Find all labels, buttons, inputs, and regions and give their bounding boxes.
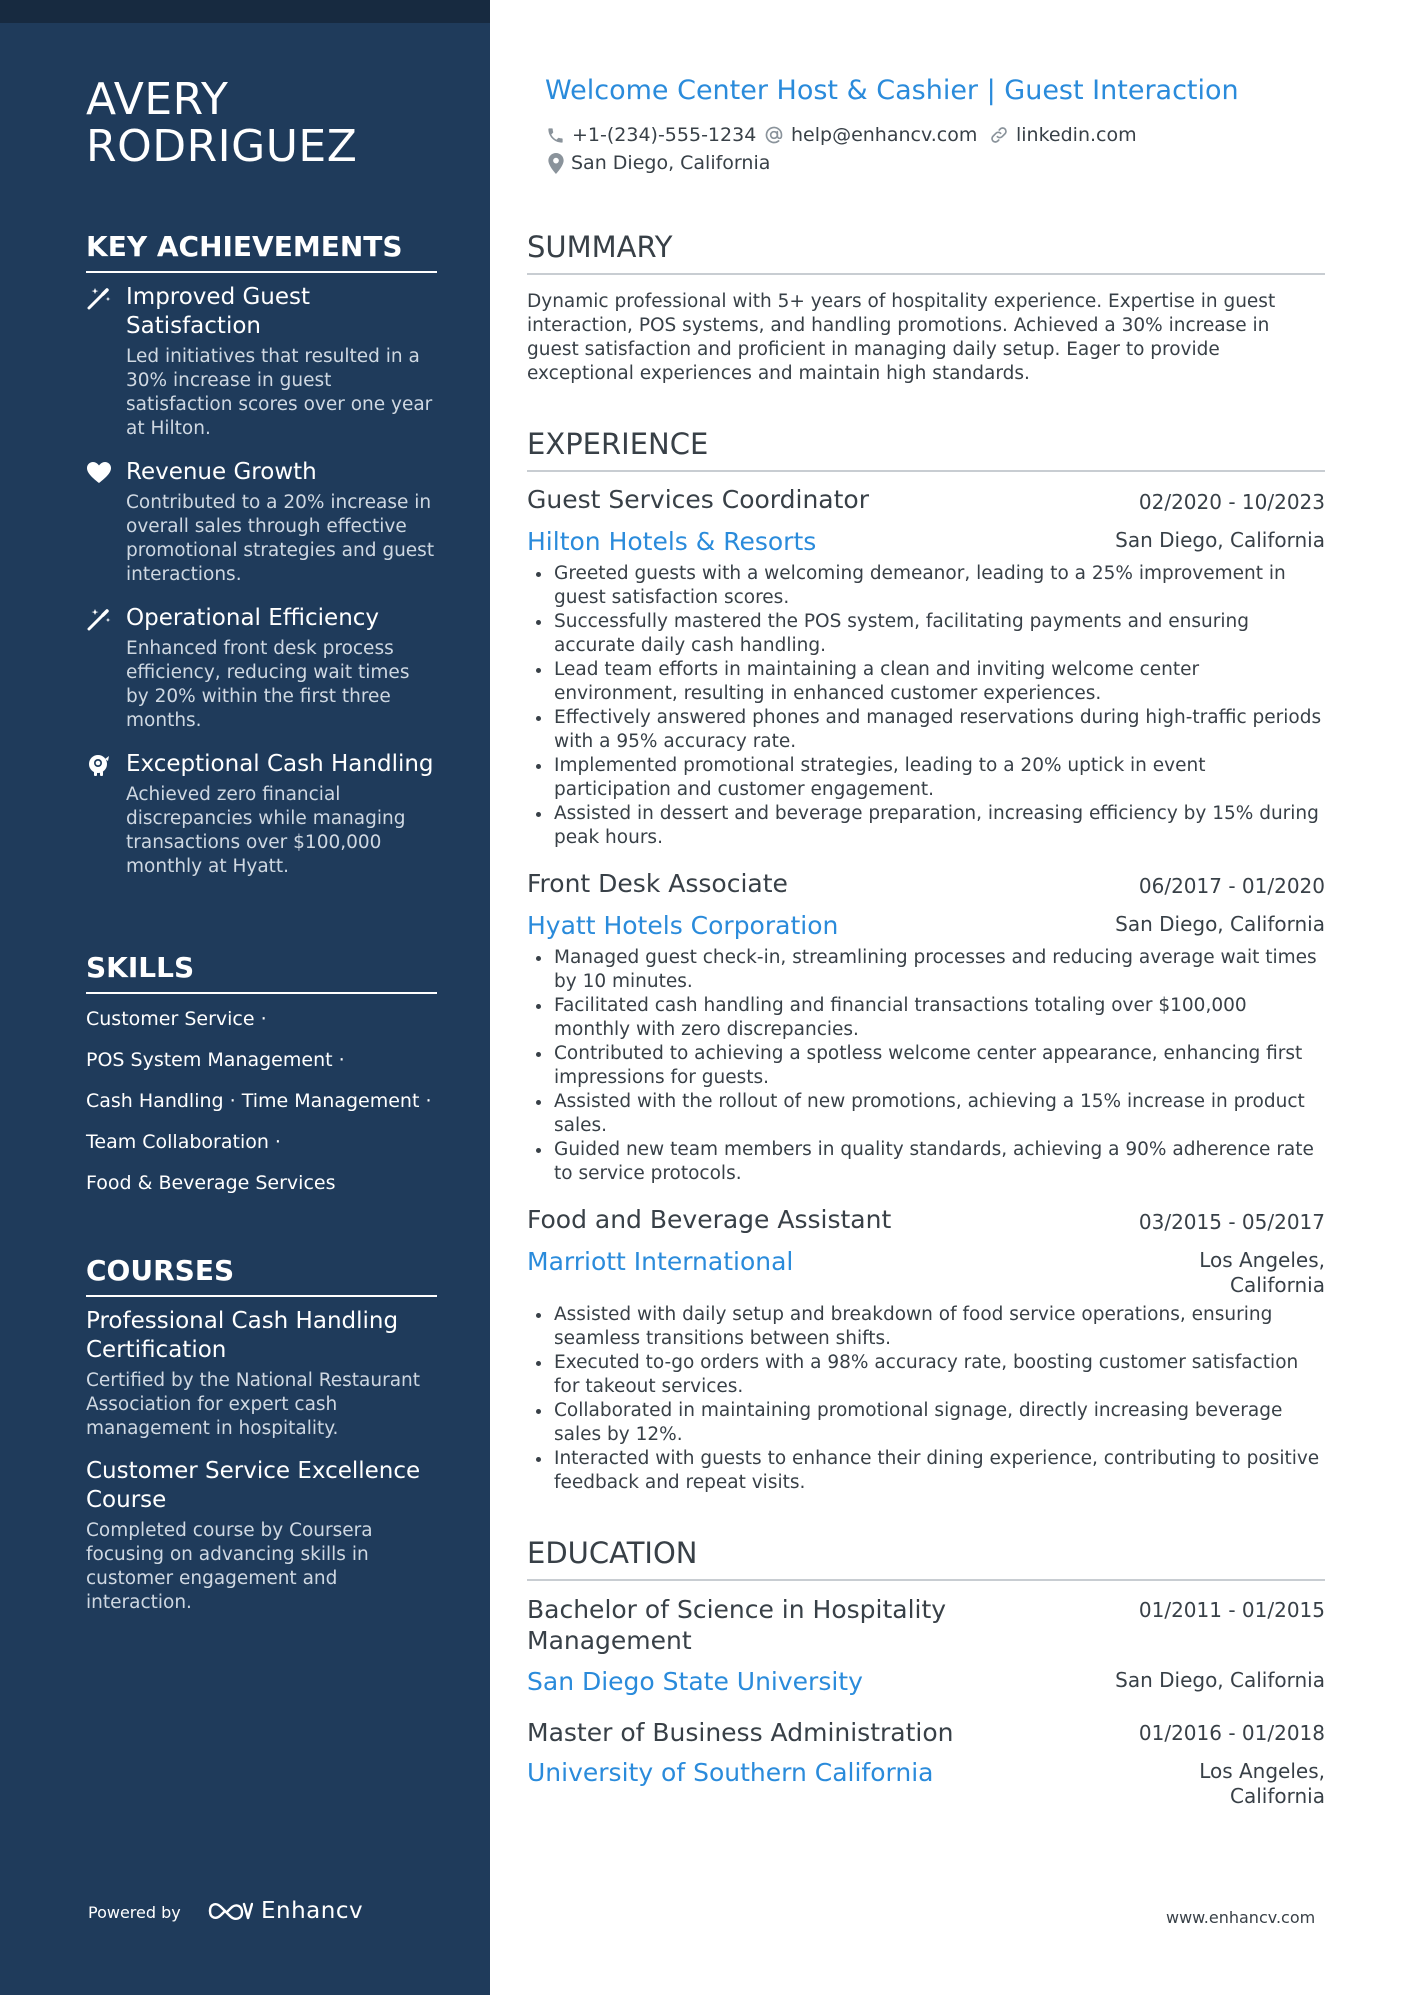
bullet-item: Greeted guests with a welcoming demeanor, leading to a 25% improvement in guest satisfaction scores.: [527, 562, 1325, 610]
skill-row: [86, 1048, 437, 1072]
piggy-bank-icon: [86, 753, 112, 777]
bullet-item: Collaborated in maintaining promotional signage, directly increasing beverage sales by 12%.: [527, 1399, 1325, 1447]
skill-item: Time Management ·: [241, 1090, 432, 1112]
job-dates: 06/2017 - 01/2020: [1138, 874, 1325, 898]
education-heading: EDUCATION: [527, 1536, 1325, 1581]
skills-heading: SKILLS: [86, 951, 437, 994]
sidebar: [0, 0, 490, 1995]
school-location-state: California: [1230, 1784, 1325, 1808]
name-last: RODRIGUEZ: [86, 121, 358, 172]
skill-item: Food & Beverage Services: [86, 1172, 336, 1194]
bullet-item: Effectively answered phones and managed reservations during high-traffic periods with a 95% accuracy rate.: [527, 706, 1325, 754]
course-description: Certified by the National Restaurant Association for expert cash management in hospitality.: [86, 1370, 421, 1439]
headline: Welcome Center Host & Cashier | Guest Interaction: [545, 75, 1239, 106]
company-name[interactable]: Hyatt Hotels Corporation: [527, 911, 839, 940]
course-item: [86, 1307, 437, 1441]
school-name[interactable]: San Diego State University: [527, 1667, 863, 1696]
bullet-item: Assisted with the rollout of new promotions, achieving a 15% increase in product sales.: [527, 1090, 1325, 1138]
school-location-city: Los Angeles,: [1199, 1759, 1325, 1783]
skill-item: Customer Service ·: [86, 1008, 267, 1030]
courses-heading: COURSES: [86, 1254, 437, 1297]
job-dates: 02/2020 - 10/2023: [1138, 490, 1325, 514]
job-location-city: Los Angeles,: [1199, 1248, 1325, 1272]
job-bullets: [527, 562, 1325, 850]
key-achievements-section: [86, 230, 437, 896]
sidebar-top-bar: [0, 0, 490, 23]
bullet-item: Assisted with daily setup and breakdown of food service operations, ensuring seamless transitions between shifts.: [527, 1303, 1325, 1351]
magic-wand-icon: [86, 286, 112, 310]
company-name[interactable]: Hilton Hotels & Resorts: [527, 527, 817, 556]
achievement-title: Exceptional Cash Handling: [126, 751, 434, 777]
achievement-description: Contributed to a 20% increase in overall sales through effective promotional strategies and guest interactions.: [126, 492, 435, 585]
skills-section: [86, 951, 437, 1212]
skill-item: Team Collaboration ·: [86, 1131, 281, 1153]
job-bullets: [527, 1303, 1325, 1495]
email-address: help@enhancv.com: [791, 124, 978, 146]
job-location: [1199, 1248, 1325, 1298]
education-dates: 01/2016 - 01/2018: [1138, 1721, 1325, 1745]
at-sign-icon: [764, 125, 784, 145]
bullet-item: Executed to-go orders with a 98% accuracy rate, boosting customer satisfaction for takeout services.: [527, 1351, 1325, 1399]
name-first: AVERY: [86, 74, 229, 125]
bullet-item: Interacted with guests to enhance their dining experience, contributing to positive feedback and repeat visits.: [527, 1447, 1325, 1495]
achievement-description: Achieved zero financial discrepancies while managing transactions over $100,000 monthly at Hyatt.: [126, 784, 406, 877]
job-location: San Diego, California: [1115, 912, 1325, 936]
skill-row: [86, 1007, 437, 1031]
courses-section: [86, 1254, 437, 1631]
location-pin-icon: [548, 153, 564, 174]
skill-row: [86, 1089, 437, 1113]
course-item: [86, 1457, 437, 1615]
job-title: Front Desk Associate: [527, 869, 788, 898]
skill-item: Cash Handling ·: [86, 1090, 236, 1112]
degree-title: Master of Business Administration: [527, 1718, 954, 1747]
achievement-item: [86, 458, 437, 587]
footer-website-link[interactable]: www.enhancv.com: [1166, 1908, 1316, 1927]
link-icon: [989, 125, 1009, 145]
contact-phone: [546, 124, 756, 146]
achievement-item: [86, 283, 437, 441]
course-description: Completed course by Coursera focusing on advancing skills in customer engagement and interaction.: [86, 1520, 373, 1613]
phone-number: +1-(234)-555-1234: [572, 124, 757, 146]
school-location: San Diego, California: [1115, 1668, 1325, 1692]
achievement-item: [86, 750, 437, 879]
achievement-title: Revenue Growth: [126, 459, 317, 485]
bullet-item: Lead team efforts in maintaining a clean and inviting welcome center environment, resulting in enhanced customer experiences.: [527, 658, 1325, 706]
bullet-item: Facilitated cash handling and financial transactions totaling over $100,000 monthly with zero discrepancies.: [527, 994, 1325, 1042]
linkedin-link: linkedin.com: [1016, 124, 1137, 146]
magic-wand-icon: [86, 607, 112, 631]
enhancv-logo-icon: [207, 1898, 253, 1924]
job-title: Guest Services Coordinator: [527, 485, 869, 514]
summary-text: Dynamic professional with 5+ years of hospitality experience. Expertise in guest interaction, POS systems, and handling promotions. Achieved a 30% increase in guest satisfaction and proficient in managing daily setup. Eager to provide exceptional experiences and maintain high standards.: [527, 291, 1276, 384]
key-achievements-heading: KEY ACHIEVEMENTS: [86, 230, 437, 273]
achievement-title: Operational Efficiency: [126, 605, 380, 631]
enhancv-logo-text: Enhancv: [261, 1898, 364, 1924]
job-location: San Diego, California: [1115, 528, 1325, 552]
course-title: Professional Cash Handling Certification: [86, 1308, 399, 1363]
candidate-name: [86, 76, 466, 170]
bullet-item: Managed guest check-in, streamlining processes and reducing average wait times by 10 minutes.: [527, 946, 1325, 994]
contact-location: [548, 152, 770, 174]
powered-by-label: Powered by: [88, 1903, 181, 1922]
bullet-item: Implemented promotional strategies, leading to a 20% uptick in event participation and customer engagement.: [527, 754, 1325, 802]
job-location-state: California: [1230, 1273, 1325, 1297]
job-title: Food and Beverage Assistant: [527, 1205, 892, 1234]
achievement-item: [86, 604, 437, 733]
degree-title: Bachelor of Science in Hospitality Management: [527, 1595, 947, 1655]
experience-heading: EXPERIENCE: [527, 427, 1325, 472]
skill-row: [86, 1171, 437, 1195]
achievement-title: Improved Guest Satisfaction: [126, 284, 311, 339]
education-dates: 01/2011 - 01/2015: [1138, 1598, 1325, 1622]
enhancv-logo[interactable]: [207, 1896, 363, 1926]
bullet-item: Assisted in dessert and beverage preparation, increasing efficiency by 15% during peak hours.: [527, 802, 1325, 850]
course-title: Customer Service Excellence Course: [86, 1458, 421, 1513]
bullet-item: Successfully mastered the POS system, facilitating payments and ensuring accurate daily cash handling.: [527, 610, 1325, 658]
school-location: [1199, 1759, 1325, 1809]
achievement-description: Enhanced front desk process efficiency, reducing wait times by 20% within the first three months.: [126, 638, 410, 731]
skill-item: POS System Management ·: [86, 1049, 345, 1071]
skill-row: [86, 1130, 437, 1154]
contact-email[interactable]: [764, 124, 977, 146]
summary-heading: SUMMARY: [527, 230, 1325, 275]
contact-linkedin[interactable]: [989, 124, 1137, 146]
company-name[interactable]: Marriott International: [527, 1247, 794, 1276]
phone-icon: [546, 126, 565, 145]
bullet-item: Guided new team members in quality standards, achieving a 90% adherence rate to service protocols.: [527, 1138, 1325, 1186]
bullet-item: Contributed to achieving a spotless welcome center appearance, enhancing first impressions for guests.: [527, 1042, 1325, 1090]
heart-icon: [86, 461, 112, 485]
achievement-description: Led initiatives that resulted in a 30% increase in guest satisfaction scores over one year at Hilton.: [126, 346, 433, 439]
school-name[interactable]: University of Southern California: [527, 1758, 934, 1787]
job-bullets: [527, 946, 1325, 1186]
job-dates: 03/2015 - 05/2017: [1138, 1210, 1325, 1234]
location-text: San Diego, California: [571, 152, 771, 174]
